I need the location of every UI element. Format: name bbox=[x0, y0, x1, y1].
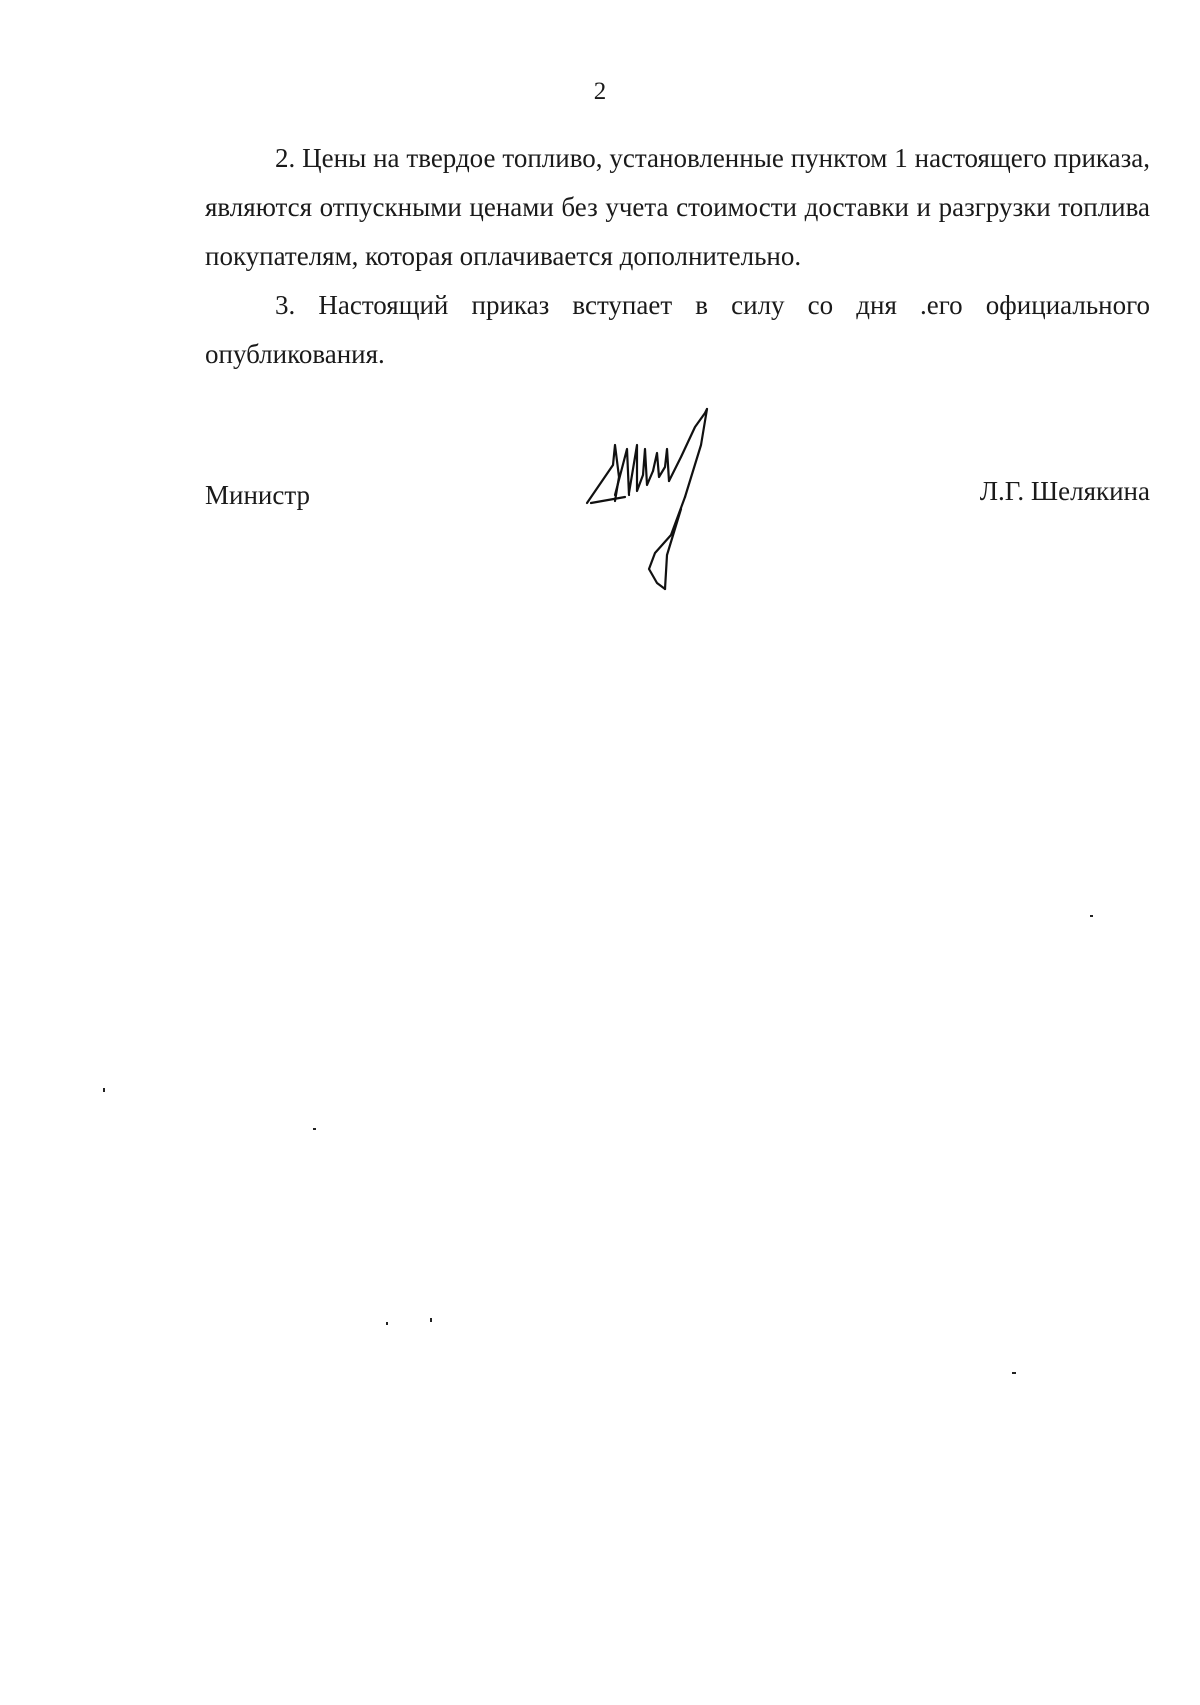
paragraph-2: 2. Цены на твердое топливо, установленные пунктом 1 настоящего приказа, являются отпускными ценами без учета стоимости доставки и разгрузки топлива покупателям, которая оплачивается дополнительно. bbox=[205, 143, 1150, 271]
paragraph-3: 3. Настоящий приказ вступает в силу со дня .его официального опубликования. bbox=[205, 290, 1150, 369]
document-body bbox=[205, 134, 1150, 379]
signer-title: Министр bbox=[205, 480, 310, 510]
signer-name: Л.Г. Шелякина bbox=[979, 476, 1150, 506]
page-number: 2 bbox=[593, 78, 607, 105]
handwritten-signature bbox=[585, 405, 725, 595]
